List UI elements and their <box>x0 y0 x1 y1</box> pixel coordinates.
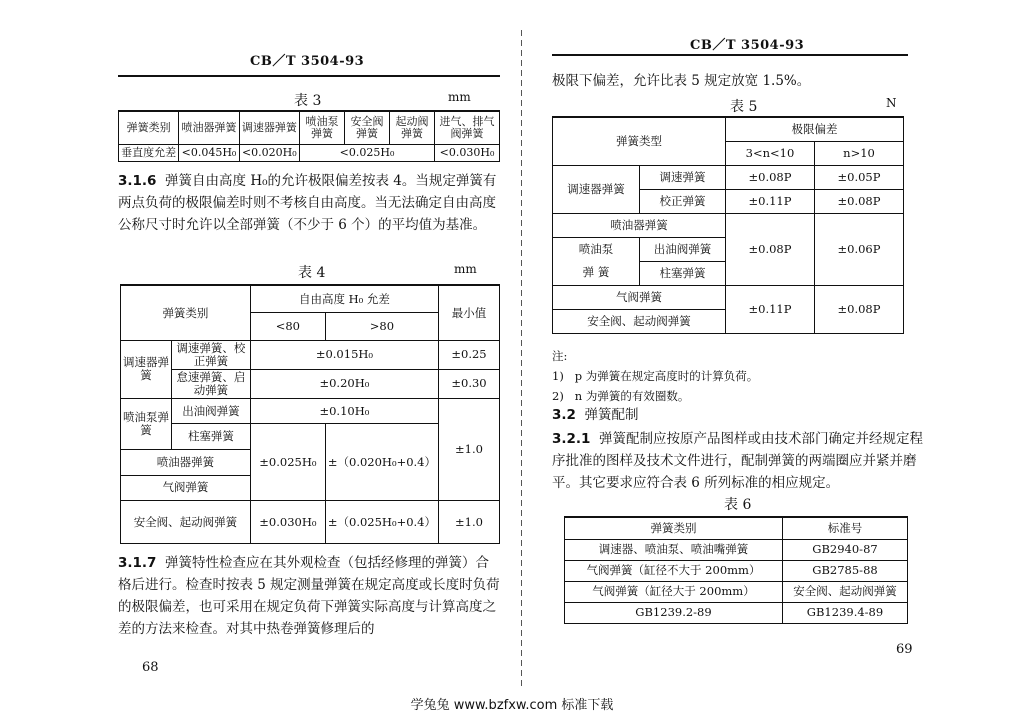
table4-row-name: 怠速弹簧、启动弹簧 <box>172 369 251 398</box>
table5-row-name: 气阀弹簧 <box>553 285 726 309</box>
note-number: 1) <box>552 369 564 383</box>
table6-cell: GB2940-87 <box>783 539 908 560</box>
table3-header-cell: 喷油泵弹簧 <box>300 111 345 144</box>
table6-cell: GB1239.4-89 <box>783 602 908 623</box>
note-text: n 为弹簧的有效圈数。 <box>574 389 690 403</box>
table6-cell: GB1239.2-89 <box>565 602 783 623</box>
table5-row-name: 柱塞弹簧 <box>640 261 726 285</box>
table6 <box>564 516 908 624</box>
table6-cell: 气阀弹簧（缸径大于 200mm） <box>565 581 783 602</box>
table4 <box>120 284 500 544</box>
table5-caption: 表 5 <box>730 99 758 115</box>
section-3-1-7 <box>118 552 500 640</box>
table5-header-n2: n>10 <box>815 141 904 165</box>
footer-watermark: 学兔兔 www.bzfxw.com 标准下载 <box>410 698 614 713</box>
table5-group-pump: 弹 簧 <box>553 261 640 285</box>
table4-group-governor: 调速器弹簧 <box>121 341 172 399</box>
section-3-2-1 <box>552 428 930 494</box>
table3-header-cell: 起动阀弹簧 <box>390 111 435 144</box>
note-1 <box>552 368 758 384</box>
table5-cell: ±0.08P <box>815 285 904 333</box>
left-page-number: 68 <box>142 660 159 675</box>
table5-cell: ±0.05P <box>815 165 904 189</box>
section-text: 弹簧特性检查应在其外观检查（包括经修理的弹簧）合格后进行。检查时按表 5 规定测量弹簧在规定高度或长度时负荷的极限偏差，也可采用在规定负荷下弹簧实际高度与计算高度之差的方法来检查。对其中热卷弹簧修理后的 <box>118 555 500 637</box>
table5-row-name: 安全阀、起动阀弹簧 <box>553 309 726 333</box>
table3-cell: <0.045H₀ <box>179 144 239 161</box>
section-number: 3.1.6 <box>118 173 157 189</box>
table4-header-lt80: <80 <box>250 313 325 341</box>
table4-row-name: 柱塞弹簧 <box>172 424 251 450</box>
table4-row-name: 喷油器弹簧 <box>121 449 251 475</box>
table6-cell: 安全阀、起动阀弹簧 <box>783 581 908 602</box>
table6-caption: 表 6 <box>724 497 752 513</box>
table4-cell: ±0.015H₀ <box>250 341 438 370</box>
table3-unit: mm <box>448 90 471 104</box>
table4-cell: ±1.0 <box>439 501 500 544</box>
table4-cell: ±0.030H₀ <box>250 501 325 544</box>
table4-row-name: 调速弹簧、校正弹簧 <box>172 341 251 370</box>
section-text: 弹簧自由高度 H₀的允许极限偏差按表 4。当规定弹簧有两点负荷的极限偏差时则不考核自由高度。当无法确定自由高度公称尺寸时允许以全部弹簧（不少于 6 个）的平均值为基准。 <box>118 173 497 233</box>
table4-header-tolerance: 自由高度 H₀ 允差 <box>250 285 438 313</box>
intro-text: 极限下偏差，允许比表 5 规定放宽 1.5%。 <box>552 73 811 89</box>
table5-header-n1: 3<n<10 <box>726 141 815 165</box>
table3-cell: <0.025H₀ <box>300 144 435 161</box>
table4-header-type: 弹簧类别 <box>121 285 251 341</box>
table4-cell: ±1.0 <box>439 398 500 501</box>
table5-header-deviation: 极限偏差 <box>726 117 904 141</box>
table4-header-gt80: >80 <box>325 313 438 341</box>
table3-header-cell: 安全阀弹簧 <box>345 111 390 144</box>
table3-cell: <0.020H₀ <box>239 144 299 161</box>
table3-header-cell: 弹簧类别 <box>119 111 179 144</box>
table5-group-pump: 喷油泵 <box>553 237 640 261</box>
header-rule <box>552 54 908 56</box>
table4-cell: ±0.20H₀ <box>250 369 438 398</box>
table4-cell: ±0.25 <box>439 341 500 370</box>
section-number: 3.1.7 <box>118 555 157 571</box>
section-title: 弹簧配制 <box>584 407 639 423</box>
page-gutter <box>521 30 522 690</box>
table4-cell: ±0.025H₀ <box>250 424 325 501</box>
table4-row-name: 安全阀、起动阀弹簧 <box>121 501 251 544</box>
table5-cell: ±0.11P <box>726 189 815 213</box>
table5-row-name: 调速弹簧 <box>640 165 726 189</box>
note-text: p 为弹簧在规定高度时的计算负荷。 <box>574 369 759 383</box>
section-number: 3.2 <box>552 407 576 423</box>
table6-header-cell: 标准号 <box>783 517 908 539</box>
section-number: 3.2.1 <box>552 431 591 447</box>
table5-cell: ±0.08P <box>726 213 815 285</box>
table4-caption: 表 4 <box>298 265 326 281</box>
table5-unit: N <box>886 96 897 110</box>
table5-row-name: 出油阀弹簧 <box>640 237 726 261</box>
table3-header-cell: 进气、排气阀弹簧 <box>435 111 500 144</box>
table3-cell: <0.030H₀ <box>435 144 500 161</box>
table4-cell: ±（0.020H₀+0.4） <box>325 424 438 501</box>
table3-caption: 表 3 <box>294 93 322 109</box>
table3-header-cell: 喷油器弹簧 <box>179 111 239 144</box>
right-page-number: 69 <box>896 642 913 657</box>
table3-row-label: 垂直度允差 <box>119 144 179 161</box>
table4-row-name: 出油阀弹簧 <box>172 398 251 424</box>
right-page-header: CB／T 3504-93 <box>690 38 805 53</box>
table4-cell: ±0.10H₀ <box>250 398 438 424</box>
table6-cell: GB2785-88 <box>783 560 908 581</box>
table5-cell: ±0.11P <box>726 285 815 333</box>
table5-cell: ±0.08P <box>815 189 904 213</box>
table6-cell: 气阀弹簧（缸径不大于 200mm） <box>565 560 783 581</box>
table3 <box>118 110 500 162</box>
notes-title: 注: <box>552 349 568 363</box>
table4-header-min: 最小值 <box>439 285 500 341</box>
table5-row-name: 校正弹簧 <box>640 189 726 213</box>
section-3-2 <box>552 404 639 426</box>
table4-cell: ±0.30 <box>439 369 500 398</box>
header-rule <box>118 75 500 77</box>
table5-row-name: 喷油器弹簧 <box>553 213 726 237</box>
table5-header-type: 弹簧类型 <box>553 117 726 165</box>
left-page-header: CB／T 3504-93 <box>250 54 365 69</box>
table5 <box>552 116 904 334</box>
table4-cell: ±（0.025H₀+0.4） <box>325 501 438 544</box>
table6-header-cell: 弹簧类别 <box>565 517 783 539</box>
section-text: 弹簧配制应按原产品图样或由技术部门确定并经规定程序批准的图样及技术文件进行，配制弹簧的两端圈应并紧并磨平。其它要求应符合表 6 所列标准的相应规定。 <box>552 431 924 491</box>
note-2 <box>552 388 689 404</box>
table4-row-name: 气阀弹簧 <box>121 475 251 501</box>
section-3-1-6 <box>118 170 500 236</box>
table4-unit: mm <box>454 262 477 276</box>
table3-header-cell: 调速器弹簧 <box>239 111 299 144</box>
table5-cell: ±0.08P <box>726 165 815 189</box>
note-number: 2) <box>552 389 564 403</box>
table6-cell: 调速器、喷油泵、喷油嘴弹簧 <box>565 539 783 560</box>
right-page <box>524 0 1024 724</box>
table5-cell: ±0.06P <box>815 213 904 285</box>
table4-group-pump: 喷油泵弹簧 <box>121 398 172 449</box>
table5-group-governor: 调速器弹簧 <box>553 165 640 213</box>
